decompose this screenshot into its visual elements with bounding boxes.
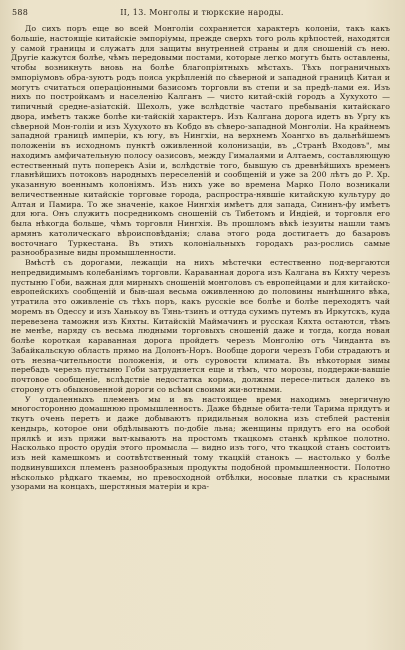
paragraph-2: Вмѣстѣ съ дорогами, лежащіи на нихъ мѣстечки естественно под-вергаются непредвидимымъ колебаніямъ торговли. Караванная дорога изъ Калгана въ Кяхту черезъ пустыню Гоби, важная для мирныхъ сношеній монголовъ съ европейцами и для китайско-европейскихъ сообщеній и быв-шая весьма оживленною до половины нынѣшняго вѣка, утратила это оживленіе съ тѣхъ поръ, какъ русскіе все болѣе и болѣе переходятъ чай моремъ въ Одессу и изъ Ханькоу въ Тянь-тзинъ и оттуда сухимъ путемъ въ Иркутскъ, куда перевезена таможня изъ Кяхты. Китайскій Маймачинъ и русская Кяхта остаются, тѣмъ не менѣе, наряду съ весьма людными торговыхъ сношеній даже и тогда, когда новая болѣе короткая караванная дорога пройдетъ черезъ Монголію отъ Чинданта въ Забайкальскую область прямо на Долонъ-Норъ. Вообще дороги черезъ Гоби страдаютъ и отъ незна-чительности положенія, и отъ суровости климата. Въ нѣкоторыя зимы перебадъ черезъ пустыню Гоби затрудняется еще и тѣмъ, что морозы, поддержи-вавшіе почтовое сообщеніе, вслѣдствіе недостатка корма, должны пересе-литься далеко въ сторону отъ обыкновенной дороги со всѣми своими жи-вотными. bbox=[11, 258, 390, 394]
paragraph-3: У отдаленныхъ племенъ мы и въ настоящее время находимъ энергичную многосторонню домашнюю промышленность. Даже бѣдные обита-тели Тарима прядутъ и ткутъ очень перетъ и даже добываютъ придильныя волокна изъ стеблей растенія кендырь, которое они обдѣлываютъ по-добіе льна; женщины прядутъ его на особой прялкѣ и изъ пряжи выт-кываютъ на простомъ ткацкомъ станкѣ крѣпкое полотно. Насколько просто орудія этого промысла — видно изъ того, что ткацкой станъ состоитъ изъ ней камешкомъ и соотвѣтственный тому ткацкій станокъ — настолько у болѣе подвинувшихся племенъ разнообразныя продукты подобной промышленности. Полотно нѣсколько рѣдкаго ткаемы, но превосходной отбѣлки, носовые платки съ красными узорами на концахъ, шерстяныя матеріи и кра- bbox=[11, 394, 390, 492]
page-number: 588 bbox=[12, 8, 29, 17]
running-head: II, 13. Монголы и тюркские народы. bbox=[120, 8, 284, 17]
body-text bbox=[11, 24, 390, 644]
paragraph-1: До сихъ поръ еще во всей Монголіи сохраняется характеръ колоніи, такъ какъ большіе, настоящіе китайскіе эмпоріумы, прежде сверхъ того роль крѣпостей, находятся у самой границы и служатъ для защиты внутренней страны и для сношеній съ нею. Другіе кажутся болѣе, чѣмъ передовыми постами, которые легко могутъ быть оставлены, чтобы возникнуть вновь на болѣе благопріятныхъ мѣстахъ. Тѣхъ пограничныхъ эмпоріумовъ обра-зуютъ родъ пояса укрѣпленій по сѣверной и западной границѣ Китая и могутъ считаться операціонными базисомъ торговли въ степи и за предѣ-лами ея. Изъ нихъ по постройкамъ и населенію Калганъ — чисто китай-скій городъ а Хухухото — типичный средне-азіатскій. Шехолъ, уже вслѣдствіе частаго пребыванія китайскаго двора, имѣетъ также болѣе ки-тайскій характеръ. Изъ Калгана дорога идетъ въ Ургу къ сѣверной Мон-голіи и изъ Хухухото въ Кобдо въ сѣверо-западной Монголіи. На крайнемъ западной границѣ имперіи, къ югу, въ Нингхіи, на верхнемъ Хоангхо въ дальнѣйшемъ положеніи въ исходномъ пунктѣ оживленной колонизаціи, въ „Странѣ Входовъ", мы находимъ амфичательную полосу оазисовъ, между Гималаями и Алтаемъ, составляющую естественный путь поперекъ Азіи и, вслѣдствіе того, бывшую съ древнѣйшихъ временъ главнѣйшихъ потоковъ народныхъ переселеній и сообщеній и уже за 200 лѣтъ до Р. Хр. указанную военнымъ колоніямъ. Изъ нихъ уже во времена Марко Поло возникали величественные китайскіе торговые города, распростра-нявшіе китайскую культуру до Алтая и Памира. То же значеніе, какое Нингхія имѣетъ для запада, Сининъ-фу имѣетъ для юга. Онъ служитъ посредникомъ сношеній съ Тибетомъ и Индіей, и торговля его была нѣкогда больше, чѣмъ торговля Нингхія. Въ прошломъ вѣкѣ іезуиты нашли тамъ армянъ католическаго вѣроисповѣданія; слава этого рода достигаетъ до базаровъ восточнаго Туркестана. Въ этихъ колоніальныхъ городахъ раз-рослись самые разнообразные виды промышленности. bbox=[11, 24, 390, 258]
page-header bbox=[12, 6, 392, 20]
